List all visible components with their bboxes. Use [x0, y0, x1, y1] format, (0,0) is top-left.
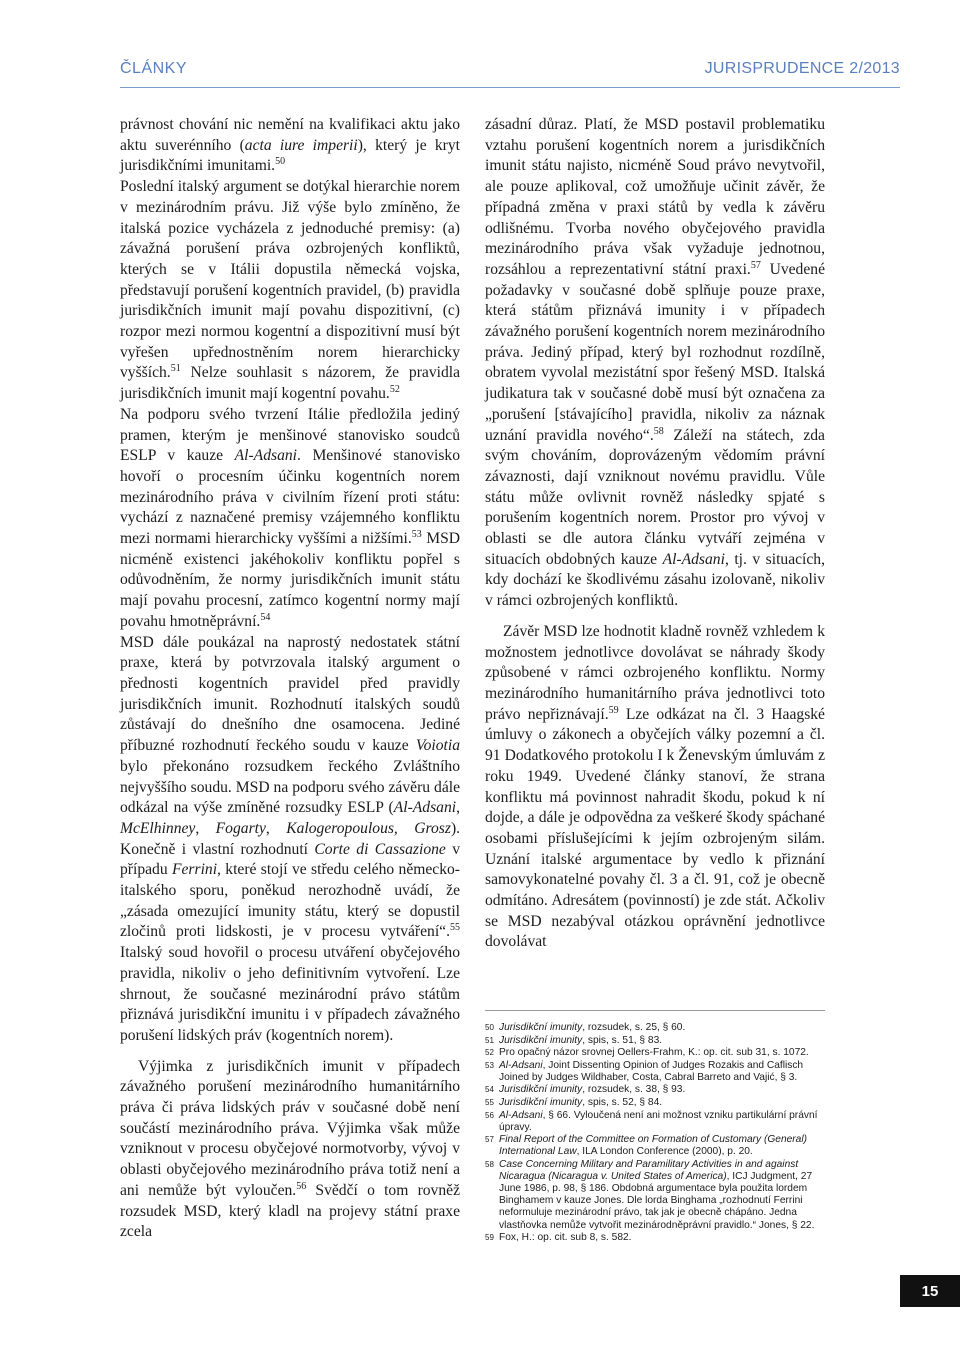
footnote — [485, 1232, 825, 1244]
paragraph: MSD dále poukázal na naprostý nedostatek státní praxe, která by potvrzovala italský argument o přednosti kogentních pravidel před pravidly jurisdikčních imunit. Rozhodnutí italských soudů zůstávají do dnešního dne osamocena. Jediné příbuzné rozhodnutí řeckého soudu v kauze Voiotia bylo překonáno rozsudkem řeckého Zvláštního nejvyššího soudu. MSD na podporu svého závěru dále odkázal na výše zmíněné rozsudky ESLP (Al-Adsani, McElhinney, Fogarty, Kalogeropoulous, Grosz). Konečně i vlastní rozhodnutí Corte di Cassazione v případu Ferrini, které stojí ve středu celého německo-italského sporu, poněkud nerozhodně uvádí, že „zásada omezující imunity státu, který se dopustil zločinů proti lidskosti, je v procesu vytváření“.$^{55}$ Italský soud hovořil o procesu utváření obyčejového pravidla, nikoliv o jeho definitivním vytvoření. Lze shrnout, že současné mezinárodní právo státům přiznává jurisdikční imunitu i v případech závažného porušení lidských práv (kogentních norem). — [120, 633, 461, 1044]
footnote-ref: 59 — [608, 704, 619, 716]
footnote-text: Case Concerning Military and Paramilitary Activities in and against Nicaragua (Nicaragua v. United States of America), ICJ Judgment, 27 June 1986, p. 98, § 186. Obdobná argumentace byla použita lordem Binghamem v kauze Jones. Dle lorda Binghama „rozhodnutí Ferrini neformuluje mezinárodní právo, tak jak je obecně chápáno. Jedna vlastňovka nemůže vytvořit mezinárodněprávní pravidlo.“ Jones, § 22. — [499, 1159, 815, 1231]
footnote-text: Jurisdikční imunity, spis, s. 51, § 83. — [499, 1034, 663, 1046]
footnote — [485, 1060, 825, 1084]
footnote-ref: 57 — [750, 259, 761, 271]
footnote-ref: 50 — [275, 156, 286, 168]
footnote-ref: 54 — [260, 611, 271, 623]
footnote — [485, 1110, 825, 1134]
paragraph: Poslední italský argument se dotýkal hierarchie norem v mezinárodním právu. Již výše bylo zmíněno, že italská pozice vycházela z jednoduché premisy: (a) závažná porušení práva ozbrojených konfliktů, kterých se v Itálii dopustila německá vojska, představují porušení kogentních pravidel, (b) pravidla jurisdikčních imunit mají povahu dispozitivní, (c) rozpor mezi normou kogentní a dispozitivní musí být vyřešen upřednostněním norem hierarchicky vyšších.$^{51}$ Nelze souhlasit s názorem, že pravidla jurisdikčních imunit mají kogentní povahu.$^{52}$ — [120, 178, 460, 403]
right-column — [485, 115, 825, 953]
paragraph: Výjimka z jurisdikčních imunit v případech závažného porušení mezinárodního humanitárního práva či práva lidských práv v současné době není součástí mezinárodního práva. Výjimka však může vzniknout v procesu obyčejové normotvorby, vývoj v oblasti obyčejového mezinárodního práva totiž není a ani nemůže být vyloučen.$^{56}$ Svědčí o tom rovněž rozsudek MSD, který kladl na projevy státní praxe zcela — [120, 1057, 460, 1241]
footnote — [485, 1134, 825, 1158]
paragraph: právnost chování nic nemění na kvalifikaci aktu jako aktu suverénního (acta iure imperii), který je kryt jurisdikčními imunitami.$^{50}$ — [120, 116, 461, 175]
header-rule — [120, 87, 900, 88]
footnote-ref: 55 — [450, 922, 460, 934]
footnote-number: 50 — [485, 1023, 494, 1032]
footnote-text: Jurisdikční imunity, spis, s. 52, § 84. — [499, 1097, 663, 1109]
footnote-number: 55 — [485, 1098, 494, 1108]
footnote — [485, 1097, 825, 1109]
footnote-number: 53 — [485, 1060, 494, 1070]
footnote-number: 51 — [485, 1035, 494, 1045]
footnote-text: Final Report of the Committee on Formation of Customary (General) International Law, ILA London Conference (2000), p. 20. — [499, 1134, 808, 1158]
footnote-text: Fox, H.: op. cit. sub 8, s. 582. — [499, 1232, 632, 1244]
footnotes — [485, 1022, 825, 1245]
footnote-text: Al-Adsani, Joint Dissenting Opinion of Judges Rozakis and Caflisch Joined by Judges Wildhaber, Costa, Cabral Barreto and Vajić, § 3. — [499, 1059, 804, 1083]
footnote-number: 57 — [485, 1135, 494, 1145]
paragraph: zásadní důraz. Platí, že MSD postavil problematiku vztahu porušení kogentních norem a jurisdikčních imunit státu najisto, nicméně Soud právo nevytvořil, ale pouze aplikoval, což umožňuje učinit závěr, že případná změna v praxi států by vedla k závěru odlišnému. Tvorba nového obyčejového pravidla mezinárodního práva však vyžaduje jednotnou, rozsáhlou a reprezentativní státní praxi.$^{57}$ Uvedené požadavky v současné době splňuje pouze praxe, která státům přiznává imunity i v případech závažného porušení kogentních norem mezinárodního práva. Jediný případ, který byl rozhodnut rozdílně, obratem vyvolal mezistátní spor řešený MSD. Italská judikatura tak v současné době musí být označena za „porušení [stávajícího] pravidla, nikoliv za náznak uznání pravidla nového“.$^{58}$ Záleží na státech, zda svým chováním, doprovázeným vědomím právní závaznosti, dají vzniknout novému pravidlu. Vůle státu může ovlivnit rovněž následky spjaté s porušením kogentních norem. Prostor pro vývoj v oblasti se dle autora článku vytváří zejména v situacích obdobných kauze Al-Adsani, tj. v situacích, kdy dochází ke škodlivému zásahu izolovaně, nikoliv v rámci ozbrojených konfliktů. — [485, 116, 825, 610]
footnote-ref: 56 — [296, 1180, 307, 1192]
footnote-text: Jurisdikční imunity, rozsudek, s. 25, § 60. — [499, 1022, 686, 1033]
footnote-number: 54 — [485, 1085, 494, 1095]
page-number: 15 — [900, 1275, 960, 1307]
footnote-ref: 51 — [170, 363, 181, 375]
footnote — [485, 1084, 825, 1096]
footnote-rule — [485, 1010, 825, 1011]
footnote-text: Pro opačný názor srovnej Oellers-Frahm, K.: op. cit. sub 31, s. 1072. — [499, 1047, 809, 1059]
footnote-ref: 52 — [389, 383, 400, 395]
footnote — [485, 1022, 825, 1034]
footnote — [485, 1047, 825, 1059]
footnote — [485, 1035, 825, 1047]
footnote-text: Al-Adsani, § 66. Vyloučená není ani možnost vzniku partikulární právní úpravy. — [499, 1109, 818, 1133]
running-header — [120, 60, 900, 86]
left-column — [120, 115, 460, 1243]
footnote-number: 56 — [485, 1110, 494, 1120]
section-title: ČLÁNKY — [120, 60, 188, 77]
journal-issue: JURISPRUDENCE 2/2013 — [704, 60, 900, 77]
footnote — [485, 1159, 825, 1232]
footnote-number: 58 — [485, 1160, 494, 1170]
paragraph: Na podporu svého tvrzení Itálie předložila jediný pramen, kterým je menšinové stanovisko soudců ESLP v kauze Al-Adsani. Menšinové stanovisko hovoří o procesním účinku kogentních norem mezinárodního práva v civilním řízení proti státu: vychází z naznačené premisy vzájemného konfliktu mezi normami hierarchicky vyššími a nižšími.$^{53}$ MSD nicméně existenci jakéhokoliv konfliktu popřel s odůvodněním, že normy jurisdikčních imunit státu mají povahu procesní, zatímco kogentní normy mají povahu hmotněprávní.$^{54}$ — [120, 405, 460, 630]
footnote-text: Jurisdikční imunity, rozsudek, s. 38, § 93. — [499, 1084, 686, 1096]
paragraph: Závěr MSD lze hodnotit kladně rovněž vzhledem k možnostem jednotlivce dovolávat se náhrady škody způsobené v rámci ozbrojeného konfliktu. Normy mezinárodního humanitárního práva jednotlivci toto právo nepřiznávají.$^{59}$ Lze odkázat na čl. 3 Haagské úmluvy o zákonech a obyčejích války pozemní a čl. 91 Dodatkového protokolu I k Ženevským úmluvám z roku 1949. Uvedené články stanoví, že strana konfliktu má povinnost nahradit škodu, pokud k ní dojde, a dále je odpovědna za veškeré škody spáchané osobami příslušejícími k jejím ozbrojeným silám. Uznání italské argumentace by vedlo k přiznání samovykonatelné povahy čl. 3 a čl. 91, což je obecně odmítáno. Adresátem (povinností) je zde stát. Ačkoliv se MSD nezabýval otázkou oprávnění jednotlivce dovolávat — [485, 622, 825, 951]
footnote-ref: 58 — [653, 425, 664, 437]
footnote-number: 59 — [485, 1233, 494, 1243]
footnote-ref: 53 — [411, 528, 422, 540]
footnote-number: 52 — [485, 1048, 494, 1058]
